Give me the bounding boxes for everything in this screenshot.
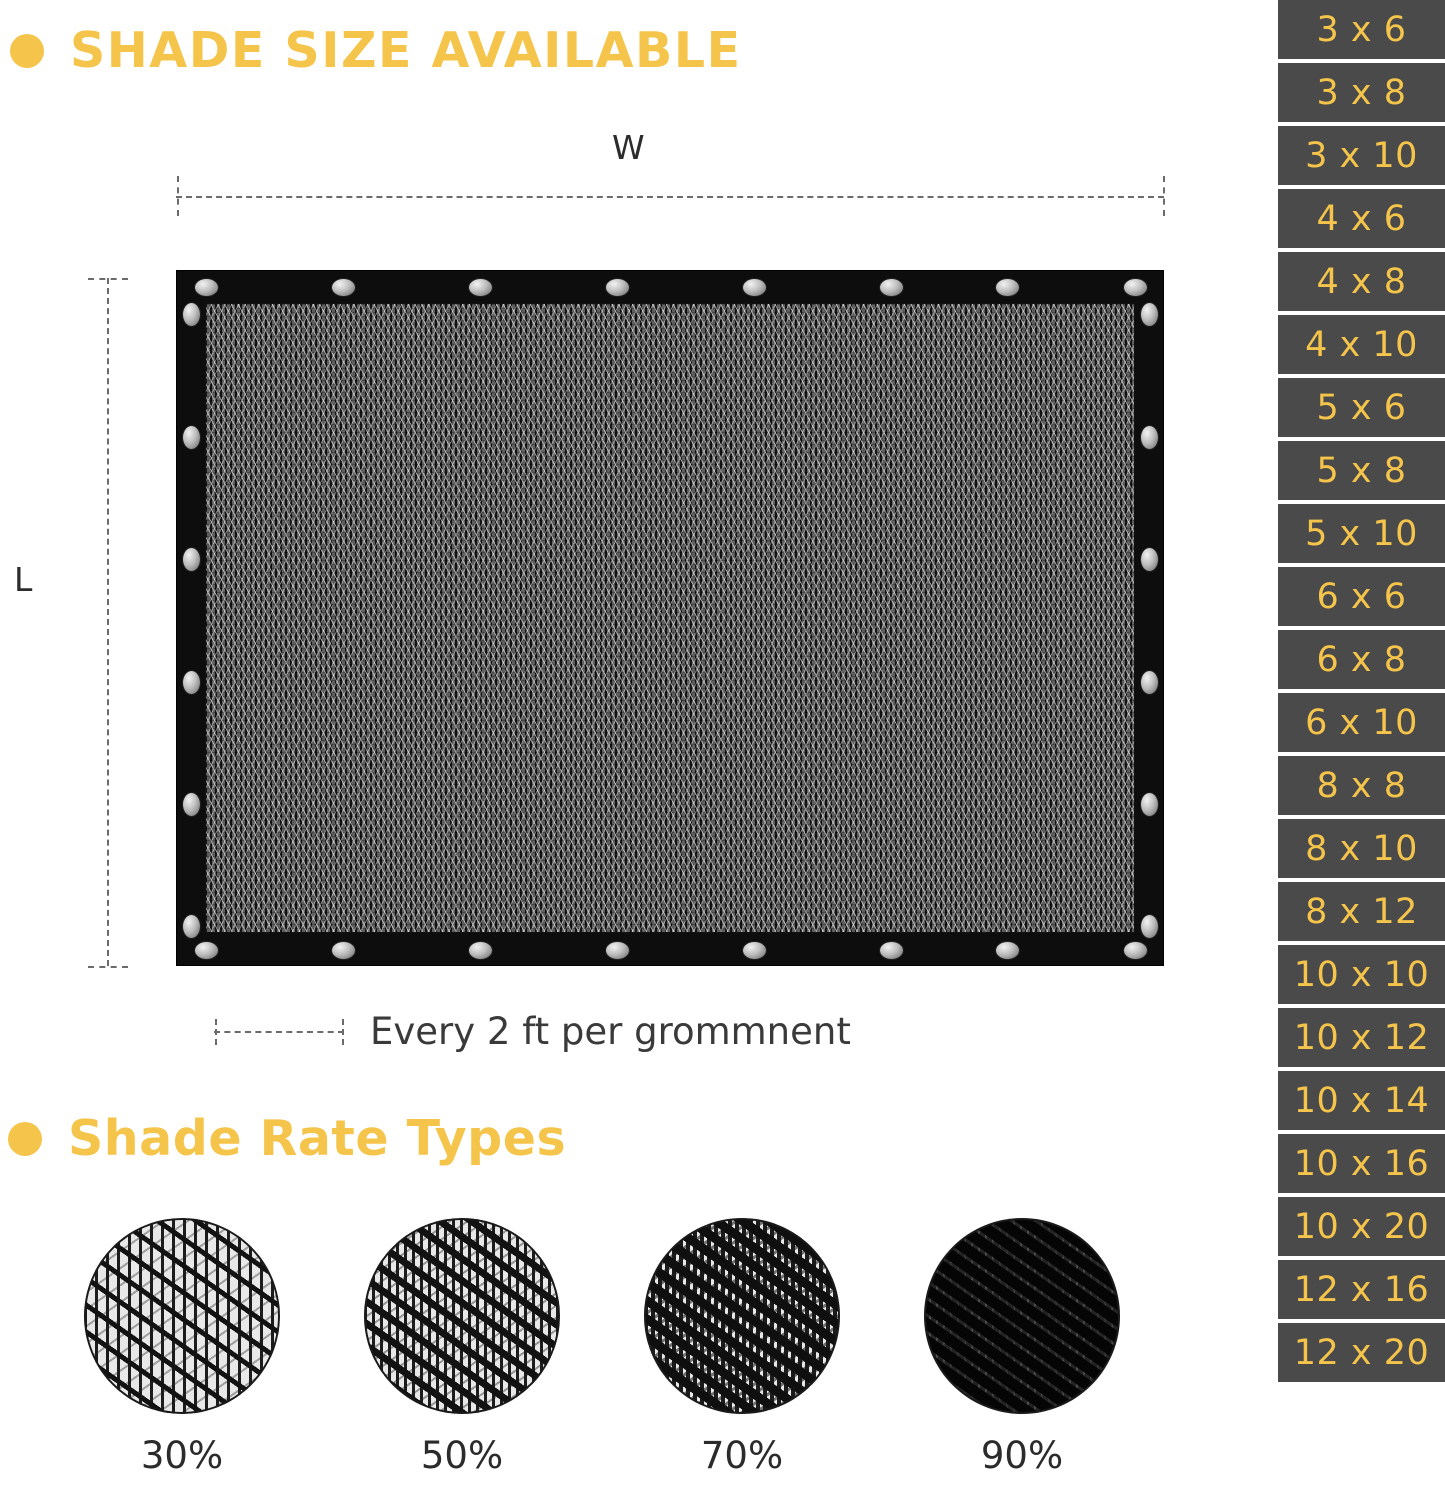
shade-rate-swatch-group — [60, 1218, 1180, 1478]
grommet-icon — [195, 279, 218, 296]
grommet-icon — [743, 942, 766, 959]
size-chip[interactable]: 10 x 16 — [1278, 1134, 1445, 1193]
grommet-icon — [606, 942, 629, 959]
grommet-icon — [880, 942, 903, 959]
size-chip[interactable]: 10 x 12 — [1278, 1008, 1445, 1067]
grommet-icon — [183, 548, 200, 571]
size-chip[interactable]: 5 x 8 — [1278, 441, 1445, 500]
grommet-icon — [996, 279, 1019, 296]
size-chip[interactable]: 6 x 10 — [1278, 693, 1445, 752]
size-chip[interactable]: 3 x 6 — [1278, 0, 1445, 59]
size-chip[interactable]: 3 x 8 — [1278, 63, 1445, 122]
shade-rate-item — [636, 1218, 848, 1477]
grommet-icon — [183, 915, 200, 938]
shade-rate-label: 90% — [980, 1434, 1064, 1477]
shade-rate-item — [356, 1218, 568, 1477]
grommet-icon — [183, 303, 200, 326]
grommet-icon — [1141, 793, 1158, 816]
grommet-icon — [743, 279, 766, 296]
width-dimension-line — [176, 196, 1164, 198]
grommet-icon — [1141, 915, 1158, 938]
grommet-icon — [195, 942, 218, 959]
size-list-column — [1278, 0, 1445, 1485]
size-chip[interactable]: 8 x 8 — [1278, 756, 1445, 815]
size-chip[interactable]: 3 x 10 — [1278, 126, 1445, 185]
grommet-icon — [469, 279, 492, 296]
grommet-icon — [332, 942, 355, 959]
length-dimension-line — [107, 278, 109, 966]
grommet-icon — [183, 426, 200, 449]
grommet-icon — [1124, 279, 1147, 296]
size-chip[interactable]: 4 x 8 — [1278, 252, 1445, 311]
grommet-icon — [183, 671, 200, 694]
size-list — [1278, 0, 1445, 1382]
size-chip[interactable]: 10 x 14 — [1278, 1071, 1445, 1130]
shade-cloth-mesh-texture — [205, 303, 1135, 933]
length-tick-top-icon — [88, 278, 128, 280]
shade-rate-label: 50% — [420, 1434, 504, 1477]
mesh-swatch-icon — [84, 1218, 280, 1414]
grommet-spacing-note — [214, 1010, 851, 1053]
width-tick-left-icon — [177, 176, 179, 216]
grommet-icon — [1124, 942, 1147, 959]
grommet-icon — [1141, 303, 1158, 326]
size-chip[interactable]: 6 x 8 — [1278, 630, 1445, 689]
size-chip[interactable]: 4 x 10 — [1278, 315, 1445, 374]
rate-section-heading-label: Shade Rate Types — [68, 1110, 567, 1167]
size-chip[interactable]: 5 x 10 — [1278, 504, 1445, 563]
grommet-icon — [606, 279, 629, 296]
bullet-dot-icon — [10, 34, 44, 68]
grommet-icon — [469, 942, 492, 959]
mesh-swatch-icon — [924, 1218, 1120, 1414]
grommet-icon — [996, 942, 1019, 959]
size-chip[interactable]: 4 x 6 — [1278, 189, 1445, 248]
size-section-heading — [10, 22, 742, 79]
grommet-icon — [332, 279, 355, 296]
length-dimension-label: L — [14, 560, 33, 599]
grommet-icon — [1141, 671, 1158, 694]
size-chip[interactable]: 10 x 10 — [1278, 945, 1445, 1004]
size-chip[interactable]: 12 x 16 — [1278, 1260, 1445, 1319]
grommet-spacing-label: Every 2 ft per grommnent — [370, 1010, 851, 1053]
grommet-icon — [880, 279, 903, 296]
width-dimension-label: W — [612, 128, 645, 167]
rate-section-heading — [8, 1110, 566, 1167]
size-chip[interactable]: 8 x 10 — [1278, 819, 1445, 878]
size-chip[interactable]: 12 x 20 — [1278, 1323, 1445, 1382]
size-chip[interactable]: 10 x 20 — [1278, 1197, 1445, 1256]
shade-rate-label: 30% — [140, 1434, 224, 1477]
shade-rate-label: 70% — [700, 1434, 784, 1477]
size-chip[interactable]: 5 x 6 — [1278, 378, 1445, 437]
grommet-icon — [1141, 426, 1158, 449]
mesh-swatch-icon — [644, 1218, 840, 1414]
size-section-heading-label: SHADE SIZE AVAILABLE — [70, 22, 742, 79]
shade-rate-item — [76, 1218, 288, 1477]
mesh-swatch-icon — [364, 1218, 560, 1414]
shade-cloth-panel — [176, 270, 1164, 966]
size-chip[interactable]: 6 x 6 — [1278, 567, 1445, 626]
bullet-dot-icon — [8, 1122, 42, 1156]
size-chip[interactable]: 8 x 12 — [1278, 882, 1445, 941]
grommet-icon — [1141, 548, 1158, 571]
length-tick-bottom-icon — [88, 966, 128, 968]
grommet-spacing-gauge-icon — [214, 1017, 344, 1047]
width-tick-right-icon — [1163, 176, 1165, 216]
grommet-icon — [183, 793, 200, 816]
shade-rate-item — [916, 1218, 1128, 1477]
